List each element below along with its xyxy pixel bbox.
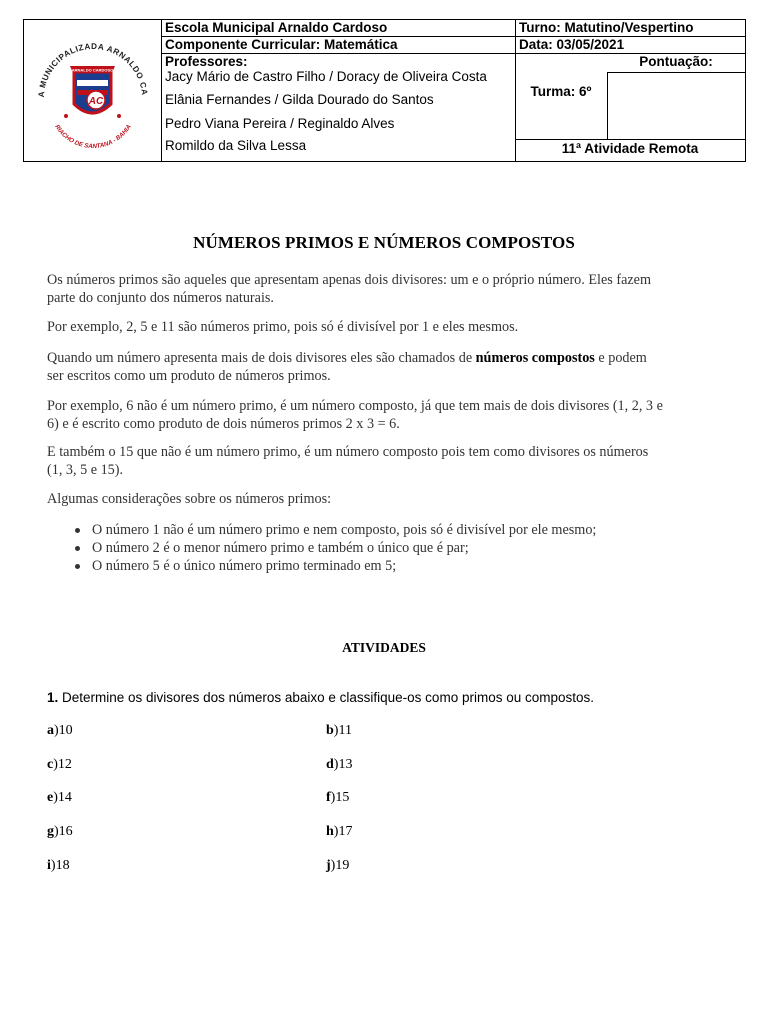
exercise-item: i)18 bbox=[47, 858, 70, 873]
logo-monogram: AC bbox=[88, 96, 104, 107]
logo-banner-text: ARNALDO CARDOSO bbox=[71, 67, 114, 73]
bullet-icon bbox=[75, 564, 80, 569]
item-value: 10 bbox=[58, 723, 73, 738]
text-line: Por exemplo, 6 não é um número primo, é um número composto, já que tem mais de dois divisores (1, 2, 3 e bbox=[47, 398, 663, 414]
text-line: Os números primos são aqueles que apresentam apenas dois divisores: um e o próprio número. Eles fazem bbox=[47, 272, 651, 288]
paragraph-example-fifteen bbox=[47, 443, 719, 479]
text-line: E também o 15 que não é um número primo, é um número composto pois tem como divisores os números bbox=[47, 444, 649, 460]
teacher-line: Pedro Viana Pereira / Reginaldo Alves bbox=[165, 116, 395, 131]
bold-term: números compostos bbox=[475, 350, 595, 366]
teacher-line: Romildo da Silva Lessa bbox=[165, 138, 307, 153]
exercise-item: a)10 bbox=[47, 723, 73, 738]
teachers-label: Professores: bbox=[165, 54, 248, 69]
logo-ring-text: A MUNICIPALIZADA ARNALDO CA bbox=[36, 41, 150, 98]
date: Data: 03/05/2021 bbox=[519, 37, 625, 52]
question-1 bbox=[47, 690, 594, 705]
header-table bbox=[23, 19, 746, 162]
list-item-text: O número 1 não é um número primo e nem composto, pois só é divisível por ele mesmo; bbox=[92, 522, 597, 538]
text-line bbox=[47, 349, 719, 367]
text-line: (1, 3, 5 e 15). bbox=[47, 462, 124, 478]
item-value: 13 bbox=[338, 757, 353, 772]
item-value: 15 bbox=[335, 790, 350, 805]
school-name: Escola Municipal Arnaldo Cardoso bbox=[165, 20, 388, 35]
teacher-line: Jacy Mário de Castro Filho / Doracy de Oliveira Costa bbox=[165, 69, 487, 84]
item-letter: j bbox=[326, 858, 331, 873]
item-letter: d bbox=[326, 757, 334, 772]
bullet-icon bbox=[75, 546, 80, 551]
considerations-list bbox=[47, 521, 596, 575]
activities-heading: ATIVIDADES bbox=[342, 640, 426, 655]
item-value: 11 bbox=[338, 723, 352, 738]
text-line: ser escritos como um produto de números primos. bbox=[47, 368, 331, 384]
list-item bbox=[47, 557, 596, 575]
exercise-item: j)19 bbox=[326, 858, 350, 873]
class-label: Turma: 6º bbox=[530, 84, 592, 99]
paragraph-composite bbox=[47, 349, 719, 385]
item-letter: i bbox=[47, 858, 51, 873]
item-value: 16 bbox=[58, 824, 73, 839]
exercise-item: g)16 bbox=[47, 824, 73, 839]
item-value: 17 bbox=[338, 824, 353, 839]
score-label: Pontuação: bbox=[639, 54, 713, 69]
item-letter: e bbox=[47, 790, 54, 805]
bullet-icon bbox=[75, 528, 80, 533]
score-box bbox=[607, 73, 745, 139]
teacher-line: Elânia Fernandes / Gilda Dourado do Santos bbox=[165, 92, 434, 107]
list-item-text: O número 5 é o único número primo terminado em 5; bbox=[92, 558, 397, 574]
paragraph-definition bbox=[47, 271, 719, 307]
list-item-text: O número 2 é o menor número primo e também o único que é par; bbox=[92, 540, 469, 556]
exercise-item: b)11 bbox=[326, 723, 352, 738]
item-value: 12 bbox=[57, 757, 72, 772]
item-letter: h bbox=[326, 824, 334, 839]
text-segment: e podem bbox=[594, 350, 647, 366]
item-letter: g bbox=[47, 824, 54, 839]
question-number: 1. bbox=[47, 690, 59, 705]
item-value: 14 bbox=[57, 790, 72, 805]
subject: Componente Curricular: Matemática bbox=[165, 37, 398, 52]
paragraph-considerations: Algumas considerações sobre os números primos: bbox=[47, 491, 332, 507]
item-letter: b bbox=[326, 723, 334, 738]
item-letter: f bbox=[326, 790, 331, 805]
item-letter: a bbox=[47, 723, 54, 738]
page-title: NÚMEROS PRIMOS E NÚMEROS COMPOSTOS bbox=[193, 233, 575, 252]
activity-number: 11ª Atividade Remota bbox=[561, 141, 699, 156]
list-item bbox=[47, 521, 596, 539]
svg-text:RIACHO DE SANTANA - BAHIA bbox=[53, 123, 133, 150]
exercise-item: e)14 bbox=[47, 790, 72, 805]
paragraph-example-primes: Por exemplo, 2, 5 e 11 são números primo, pois só é divisível por 1 e eles mesmos. bbox=[47, 319, 519, 335]
exercise-item: f)15 bbox=[326, 790, 350, 805]
text-segment: Quando um número apresenta mais de dois divisores eles são chamados de bbox=[47, 350, 476, 366]
logo-bottom-text: RIACHO DE SANTANA - BAHIA bbox=[53, 123, 133, 151]
list-item bbox=[47, 539, 596, 557]
question-text: Determine os divisores dos números abaixo e classifique-os como primos ou compostos. bbox=[58, 690, 595, 705]
item-value: 19 bbox=[335, 858, 350, 873]
exercise-item: h)17 bbox=[326, 824, 353, 839]
item-letter: c bbox=[47, 757, 54, 772]
paragraph-example-six bbox=[47, 397, 719, 433]
shift: Turno: Matutino/Vespertino bbox=[519, 20, 694, 35]
exercise-item: d)13 bbox=[326, 757, 353, 772]
text-line: 6) e é escrito como produto de dois números primos 2 x 3 = 6. bbox=[47, 416, 400, 432]
exercise-item: c)12 bbox=[47, 757, 72, 772]
item-value: 18 bbox=[55, 858, 70, 873]
text-line: parte do conjunto dos números naturais. bbox=[47, 290, 274, 306]
school-logo bbox=[24, 20, 162, 161]
